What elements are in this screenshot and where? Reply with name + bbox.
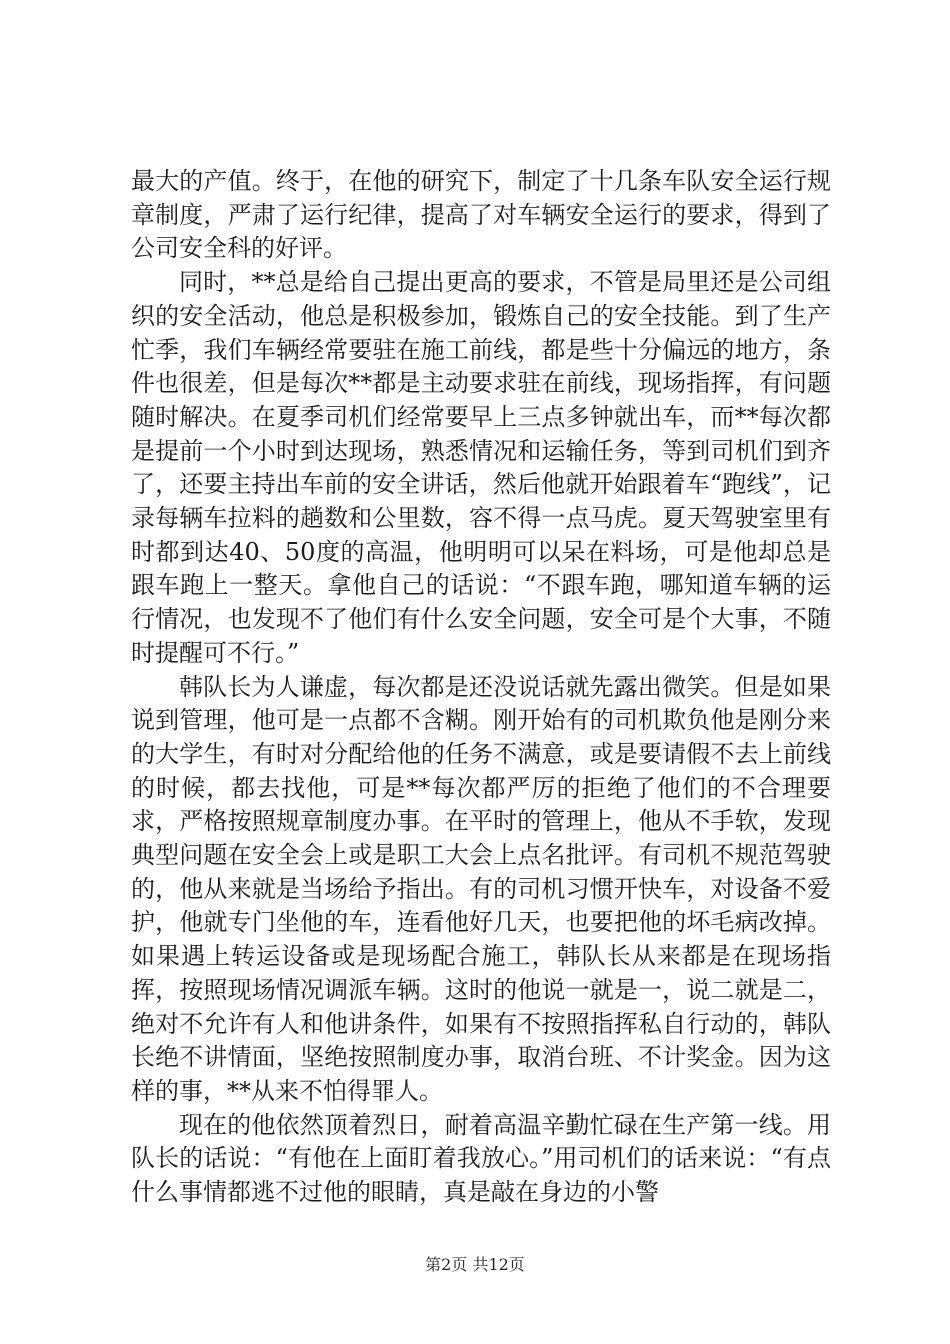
- paragraph-2: 同时，**总是给自己提出更高的要求，不管是局里还是公司组织的安全活动，他总是积极参加，锻炼自己的安全技能。到了生产忙季，我们车辆经常要驻在施工前线，都是些十分偏远的地方，条件也很差，但是每次**都是主动要求驻在前线，现场指挥，有问题随时解决。在夏季司机们经常要早上三点多钟就出车，而**每次都是提前一个小时到达现场，熟悉情况和运输任务，等到司机们到齐了，还要主持出车前的安全讲话，然后他就开始跟着车“跑线”，记录每辆车拉料的趟数和公里数，容不得一点马虎。夏天驾驶室里有时都到达40、50度的高温，他明明可以呆在料场，可是他却总是跟车跑上一整天。拿他自己的话说：“不跟车跑，哪知道车辆的运行情况，也发现不了他们有什么安全问题，安全可是个大事，不随时提醒可不行。”: [131, 268, 831, 667]
- paragraph-3: 韩队长为人谦虚，每次都是还没说话就先露出微笑。但是如果说到管理，他可是一点都不含糊。刚开始有的司机欺负他是刚分来的大学生，有时对分配给他的任务不满意，或是要请假不去上前线的时候，都去找他，可是**每次都严厉的拒绝了他们的不合理要求，严格按照规章制度办事。在平时的管理上，他从不手软，发现典型问题在安全会上或是职工大会上点名批评。有司机不规范驾驶的，他从来就是当场给予指出。有的司机习惯开快车，对设备不爱护，他就专门坐他的车，连看他好几天，也要把他的坏毛病改掉。如果遇上转运设备或是现场配合施工，韩队长从来都是在现场指挥，按照现场情况调派车辆。这时的他说一就是一，说二就是二，绝对不允许有人和他讲条件，如果有不按照指挥私自行动的，韩队长绝不讲情面，坚绝按照制度办事，取消台班、不计奖金。因为这样的事，**从来不怕得罪人。: [131, 672, 831, 1105]
- page-number: 第2页 共12页: [425, 1255, 525, 1274]
- body-text: [131, 165, 831, 1210]
- paragraph-1: 最大的产值。终于，在他的研究下，制定了十几条车队安全运行规章制度，严肃了运行纪律，提高了对车辆安全运行的要求，得到了公司安全科的好评。: [131, 167, 831, 263]
- paragraph-4: 现在的他依然顶着烈日，耐着高温辛勤忙碌在生产第一线。用队长的话说：“有他在上面盯着我放心。”用司机们的话来说：“有点什么事情都逃不过他的眼睛，真是敲在身边的小警: [131, 1110, 831, 1207]
- page-footer: [0, 1252, 950, 1275]
